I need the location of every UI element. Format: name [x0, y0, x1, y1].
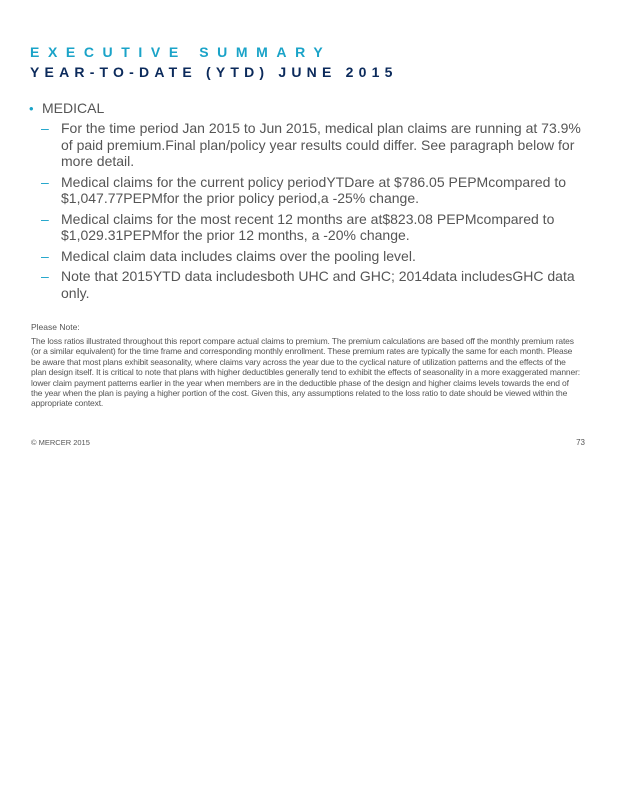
section-heading: MEDICAL	[42, 100, 105, 116]
note-heading: Please Note:	[31, 322, 80, 332]
list-item-text: Note that 2015YTD data includesboth UHC and GHC; 2014data includesGHC data only.	[61, 268, 575, 301]
bullet-icon: •	[29, 101, 34, 116]
list-item-text: Medical claims for the most recent 12 months are at$823.08 PEPMcompared to $1,029.31PEPMfor the prior 12 months, a -20% change.	[61, 210, 555, 243]
page-title: EXECUTIVE SUMMARY	[30, 44, 332, 60]
list-item-text: Medical claims for the current policy periodYTDare at $786.05 PEPMcompared to $1,047.77PEPMfor the prior policy period,a -25% change.	[61, 173, 567, 206]
copyright: © MERCER 2015	[31, 438, 90, 447]
page-number: 73	[576, 438, 585, 447]
list-item-text: Medical claim data includes claims over the pooling level.	[61, 247, 416, 264]
list-item	[41, 248, 589, 265]
dash-icon: –	[41, 210, 49, 227]
list-item-text: For the time period Jan 2015 to Jun 2015, medical plan claims are running at 73.9% of paid premium.Final plan/policy year results could differ. See paragraph below for more detail.	[61, 120, 581, 169]
dash-icon: –	[41, 268, 49, 284]
dash-icon: –	[41, 247, 49, 264]
dash-icon: –	[41, 173, 49, 190]
section-heading-row	[29, 100, 589, 116]
dash-icon: –	[41, 120, 49, 136]
medical-section	[29, 100, 589, 301]
list-item	[41, 120, 589, 170]
list-item	[41, 268, 589, 301]
list-item	[41, 211, 589, 244]
page-subtitle: YEAR-TO-DATE (YTD) JUNE 2015	[30, 64, 398, 80]
list-item	[41, 174, 589, 207]
note-body: The loss ratios illustrated throughout this report compare actual claims to premium. The premium calculations are based off the monthly premium rates (or a similar equivalent) for the time frame and corresponding monthly enrollment. These premium rates are typically the same for each month. Please be aware that most plans exhibit seasonality, where claims vary across the year due to the cyclical nature of utilization patterns and the effects of the plan design itself. It is critical to note that plans with higher deductibles generally tend to exhibit the effects of seasonality in a more exaggerated manner: lower claim payment patterns earlier in the year when members are in the deductible phase of the design and higher claims levels towards the end of the year when the plan is paying a higher portion of the cost. Given this, any assumptions related to the loss ratio to date should be viewed within the appropriate context.	[31, 336, 580, 409]
